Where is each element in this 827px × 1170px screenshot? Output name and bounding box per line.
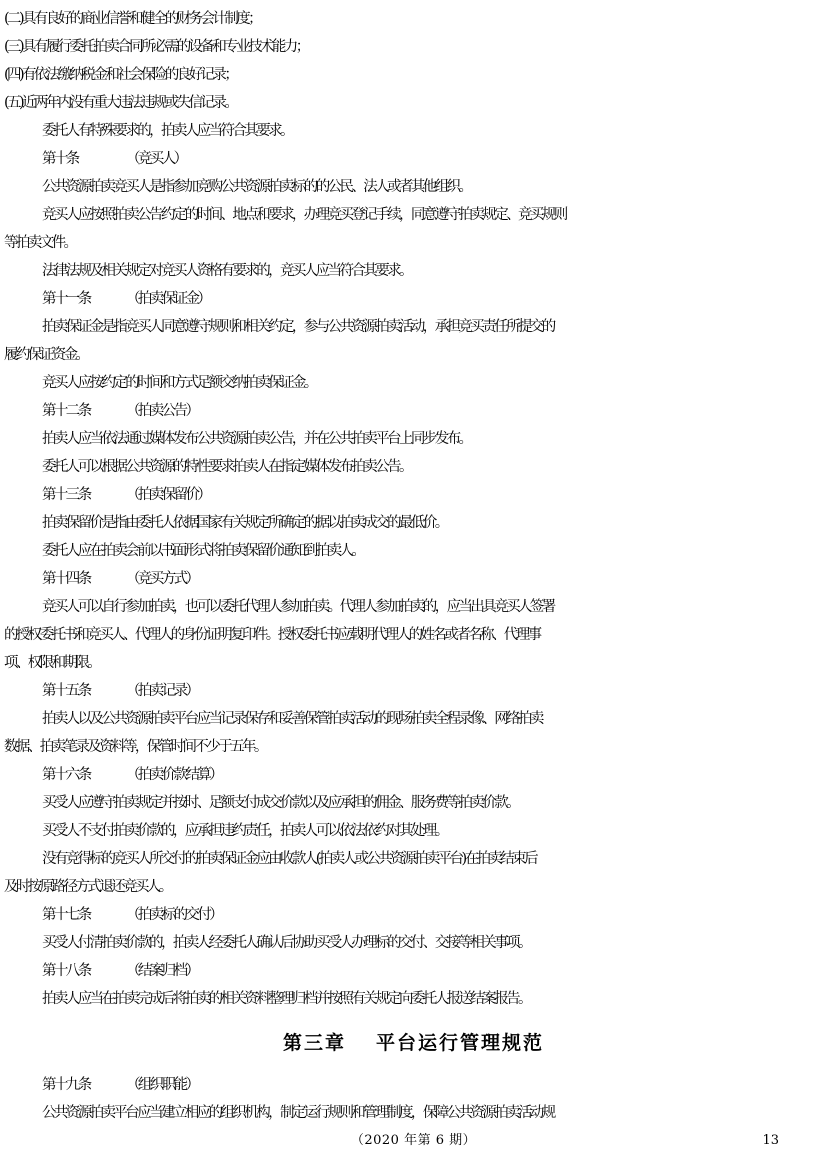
paragraph-line: 没有竞得标的竞买人所交付的拍卖保证金应由收款人(拍卖人或公共资源拍卖平台)在拍卖结束后 bbox=[42, 851, 537, 867]
paragraph-line: 项、权限和期限。 bbox=[4, 655, 100, 671]
chapter-title: 平台运行管理规范 bbox=[376, 1032, 545, 1054]
article-number: 第十八条 bbox=[42, 963, 90, 979]
article-heading bbox=[0, 681, 827, 701]
paragraph-line: 委托人有特殊要求的，拍卖人应当符合其要求。 bbox=[42, 123, 292, 139]
article-title: （拍卖保证金） bbox=[126, 291, 210, 307]
article-title: （拍卖价款结算） bbox=[126, 767, 222, 783]
article-title: （组织职能） bbox=[126, 1077, 198, 1093]
paragraph-line: 买受人不支付拍卖价款的，应承担违约责任，拍卖人可以依法依约对其处理。 bbox=[42, 823, 447, 839]
page-number: 13 bbox=[762, 1133, 779, 1148]
article-number: 第十七条 bbox=[42, 907, 90, 923]
article-title: （拍卖标的交付） bbox=[126, 907, 222, 923]
paragraph-line: 履约保证资金。 bbox=[4, 347, 88, 363]
paragraph-line: 竞买人可以自行参加拍卖，也可以委托代理人参加拍卖。代理人参加拍卖的，应当出具竞买人签署 bbox=[42, 599, 554, 615]
article-heading bbox=[0, 765, 827, 785]
paragraph-line: 拍卖人应当依法通过媒体发布公共资源拍卖公告，并在公共拍卖平台上同步发布。 bbox=[42, 431, 471, 447]
paragraph-line: 及时按原路径方式退还竞买人。 bbox=[4, 879, 171, 895]
article-number: 第十条 bbox=[42, 151, 78, 167]
article-heading bbox=[0, 569, 827, 589]
article-heading bbox=[0, 289, 827, 309]
chapter-number: 第三章 bbox=[282, 1032, 346, 1054]
article-title: （拍卖公告） bbox=[126, 403, 198, 419]
paragraph-line: 公共资源拍卖平台应当建立相应的组织机构，制定运行规则和管理制度，保障公共资源拍卖活动规 bbox=[42, 1105, 554, 1121]
paragraph-line: 拍卖人应当在拍卖完成后将拍卖的相关资料整理归档并按照有关规定向委托人报送结案报告。 bbox=[42, 991, 530, 1007]
article-number: 第十三条 bbox=[42, 487, 90, 503]
article-number: 第十四条 bbox=[42, 571, 90, 587]
article-title: （竞买方式） bbox=[126, 571, 198, 587]
paragraph-line: 等拍卖文件。 bbox=[4, 235, 76, 251]
article-number: 第十五条 bbox=[42, 683, 90, 699]
paragraph-line: 买受人应遵守拍卖规定并按时、足额支付成交价款以及应承担的佣金、服务费等拍卖价款。 bbox=[42, 795, 518, 811]
paragraph-line: 拍卖人以及公共资源拍卖平台应当记录保存和妥善保管拍卖活动的现场拍卖全程录像、网络拍卖 bbox=[42, 711, 542, 727]
article-title: （拍卖记录） bbox=[126, 683, 198, 699]
article-title: （结案归档） bbox=[126, 963, 198, 979]
article-number: 第十二条 bbox=[42, 403, 90, 419]
clause-line: (五)近两年内没有重大违法违规或失信记录。 bbox=[4, 95, 237, 111]
clause-line: (四)有依法缴纳税金和社会保险的良好记录； bbox=[4, 67, 237, 83]
clause-line: (三)具有履行委托拍卖合同所必需的设备和专业技术能力； bbox=[4, 39, 308, 55]
article-number: 第十九条 bbox=[42, 1077, 90, 1093]
paragraph-line: 公共资源拍卖竞买人是指参加竞购公共资源拍卖标的的公民、法人或者其他组织。 bbox=[42, 179, 471, 195]
article-heading bbox=[0, 961, 827, 981]
paragraph-line: 竞买人应按约定的时间和方式足额交纳拍卖保证金。 bbox=[42, 375, 316, 391]
article-heading bbox=[0, 1075, 827, 1095]
paragraph-line: 竞买人应按照拍卖公告约定的时间、地点和要求，办理竞买登记手续，同意遵守拍卖规定、竞买规则 bbox=[42, 207, 566, 223]
paragraph-line: 拍卖保证金是指竞买人同意遵守规则和相关约定，参与公共资源拍卖活动，承担竞买责任所提交的 bbox=[42, 319, 554, 335]
article-title: （拍卖保留价） bbox=[126, 487, 210, 503]
paragraph-line: 委托人可以根据公共资源的特性要求拍卖人在指定媒体发布拍卖公告。 bbox=[42, 459, 411, 475]
paragraph-line: 买受人付清拍卖价款的，拍卖人经委托人确认后协助买受人办理标的交付、交接等相关事项。 bbox=[42, 935, 530, 951]
paragraph-line: 法律法规及相关规定对竞买人资格有要求的，竞买人应当符合其要求。 bbox=[42, 263, 411, 279]
article-number: 第十一条 bbox=[42, 291, 90, 307]
article-heading bbox=[0, 485, 827, 505]
paragraph-line: 的授权委托书和竞买人、代理人的身份证明复印件。授权委托书应载明代理人的姓名或者名称、代理事 bbox=[4, 627, 540, 643]
paragraph-line: 委托人应在拍卖会前以书面形式将拍卖保留价通知到拍卖人。 bbox=[42, 543, 364, 559]
article-heading bbox=[0, 905, 827, 925]
article-number: 第十六条 bbox=[42, 767, 90, 783]
article-title: （竞买人） bbox=[126, 151, 186, 167]
article-heading bbox=[0, 149, 827, 169]
paragraph-line: 拍卖保留价是指由委托人依据国家有关规定所确定的据以拍卖成交的最低价。 bbox=[42, 515, 447, 531]
chapter-heading bbox=[0, 1030, 827, 1056]
issue-label: （2020 年第 6 期） bbox=[350, 1133, 477, 1148]
article-heading bbox=[0, 401, 827, 421]
clause-line: (二)具有良好的商业信誉和健全的财务会计制度； bbox=[4, 11, 261, 27]
paragraph-line: 数据、拍卖笔录及资料等，保管时间不少于五年。 bbox=[4, 739, 266, 755]
